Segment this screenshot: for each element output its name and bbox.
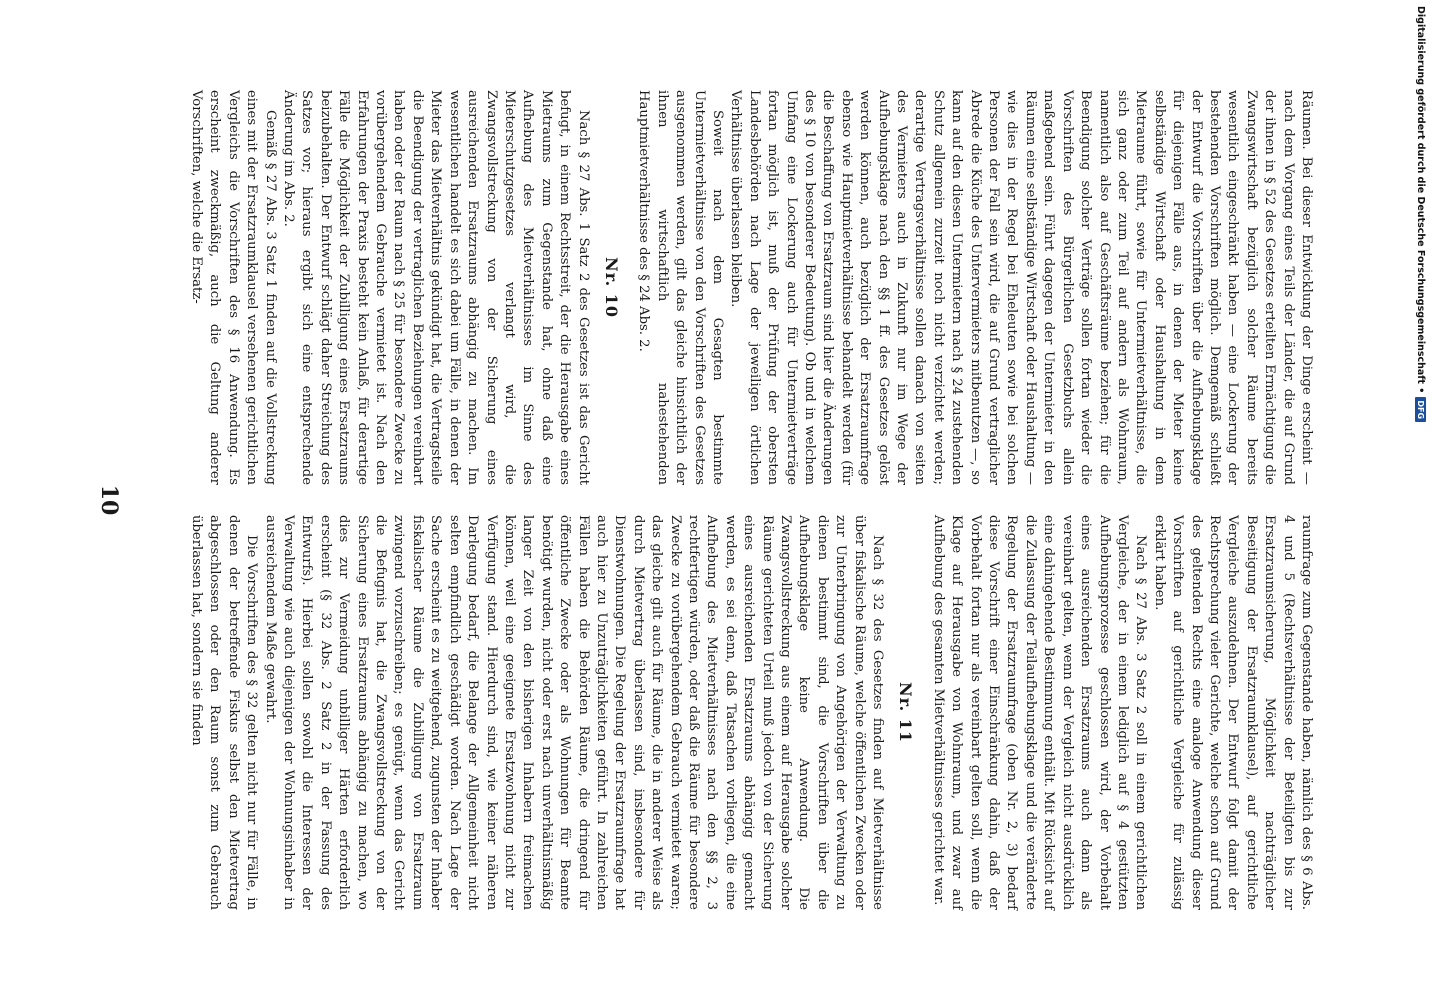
- left-text-column: [170, 90, 1315, 485]
- digitization-credit-strip: [1412, 6, 1430, 996]
- left-paragraph-1: Räumen. Bei dieser Entwicklung der Dinge erscheint — nach dem Vorgang eines Teils der Länder, die auf Grund der ihnen in § 52 des Gesetzes erteilten Ermächtigung die Zwangswirtschaft bezüglich solcher Räume bereits wesentlich eingeschränkt haben — eine Lockerung der bestehenden Vorschriften möglich. Demgemäß schließt der Entwurf die Vorschriften über die Aufhebungsklage für diejenigen Fälle aus, in denen der Mieter keine selbständige Wirtschaft oder Haushaltung in dem Mietraume führt, sowie für Untermietverhältnisse, die sich ganz oder zum Teil auf andern als Wohnraum, namentlich also auf Geschäftsräume beziehen; für die Beendigung solcher Verträge sollen fortan wieder die Vorschriften des Bürgerlichen Gesetzbuchs allein maßgebend sein. Führt dagegen der Untermieter in den Räumen eine selbständige Wirtschaft oder Haushaltung — wie dies in der Regel bei Eheleuten sowie bei solchen Personen der Fall sein wird, die auf Grund vertraglicher Abrede die Küche des Untervermieters mitbenutzen —, so kann auf den diesen Untermietern nach § 24 zustehenden Schutz allgemein zurzeit noch nicht verzichtet werden; derartige Vertragsverhältnisse sollen danach von seiten des Vermieters auch in Zukunft nur im Wege der Aufhebungsklage nach den §§ 1 ff. des Gesetzes gelöst werden können, auch bezüglich der Ersatzraumfrage ebenso wie Hauptmietverhältnisse behandelt werden (für die Beschaffung von Ersatzraum sind hier die Änderungen des § 10 von besonderer Bedeutung). Ob und in welchem Umfang eine Lockerung auch für Untermietverträge fortan möglich ist, muß der Prüfung der obersten Landesbehörden nach Lage der jeweiligen örtlichen Verhältnisse überlassen bleiben.: [728, 90, 1314, 485]
- left-paragraph-4: Gemäß § 27 Abs. 3 Satz 1 finden auf die Vollstreckung eines mit der Ersatzraumklausel versehenen gerichtlichen Vergleichs die Vorschriften des § 16 Anwendung. Es erscheint zweckmäßig, auch die Geltung anderer Vorschriften, welche die Ersatz-: [189, 90, 278, 485]
- right-paragraph-2: Nach § 27 Abs. 3 Satz 2 soll in einem gerichtlichen Vergleiche, der in einem lediglich auf § 4 gestützten Aufhebungsprozesse geschlossen wird, der Vorbehalt eines ausreichenden Ersatzraums auch dann als vereinbart gelten, wenn der Vergleich nicht ausdrücklich eine dahingehende Bestimmung enthält. Mit Rücksicht auf die Zulassung der Teilaufhebungsklage und die veränderte Regelung der Ersatzraumfrage (oben Nr. 2, 3) bedarf diese Vorschrift einer Einschränkung dahin, daß der Vorbehalt fortan nur als vereinbart gelten soll, wenn die Klage auf Herausgabe von Wohnraum, und zwar auf Aufhebung des gesamten Mietverhältnisses gerichtet war.: [930, 515, 1149, 910]
- page-number: 10: [96, 484, 122, 516]
- right-paragraph-3: Nach § 32 des Gesetzes finden auf Mietverhältnisse über fiskalische Räume, welche öffentlichen Zwecken oder zur Unterbringung von Angehörigen der Verwaltung zu dienen bestimmt sind, die Vorschriften über die Aufhebungsklage keine Anwendung. Die Zwangsvollstreckung aus einem auf Herausgabe solcher Räume gerichteten Urteil muß jedoch von der Sicherung eines ausreichenden Ersatzraums abhängig gemacht werden, es sei denn, daß Tatsachen vorliegen, die eine Aufhebung des Mietverhältnisses nach den §§ 2, 3 rechtfertigen würden, oder daß die Räume für besondere Zwecke zu vorübergehendem Gebrauch vermietet waren; das gleiche gilt auch für Räume, die in anderer Weise als durch Mietvertrag überlassen sind, insbesondere für Dienstwohnungen. Die Regelung der Ersatzraumfrage hat auch hier zu Unzuträglichkeiten geführt. In zahlreichen Fällen haben die Behörden Räume, die dringend für öffentliche Zwecke oder als Wohnungen für Beamte benötigt wurden, nicht oder erst nach unverhältnismäßig langer Zeit von den bisherigen Inhabern freimachen können, weil eine geeignete Ersatzwohnung nicht zur Verfügung stand. Hierdurch sind, wie keiner näheren Darlegung bedarf, die Belange der Allgemeinheit nicht selten empfindlich geschädigt worden. Nach Lage der Sache erscheint es zu weitgehend, zugunsten der Inhaber fiskalischer Räume die Zubilligung von Ersatzraum zwingend vorzuschreiben; es genügt, wenn das Gericht die Befugnis hat, die Zwangsvollstreckung von der Sicherung eines Ersatzraums abhängig zu machen, wo dies zur Vermeidung unbilliger Härten erforderlich erscheint (§ 32 Abs. 2 Satz 2 in der Fassung des Entwurfs). Hierbei sollen sowohl die Interessen der Verwaltung wie auch diejenigen der Wohnungsinhaber in ausreichendem Maße gewahrt.: [262, 515, 886, 910]
- right-paragraph-4: Die Vorschriften des § 32 gelten nicht nur für Fälle, in denen der betreffende Fiskus selbst den Mietvertrag abgeschlossen oder den Raum sonst zum Gebrauch überlassen hat, sondern sie finden: [189, 515, 260, 910]
- digitization-credit-text: Digitalisierung gefördert durch die Deutsche Forschungsgemeinschaft •: [1415, 6, 1427, 394]
- left-paragraph-3: Nach § 27 Abs. 1 Satz 2 des Gesetzes ist das Gericht befugt, in einem Rechtsstreit, der die Herausgabe eines Mietraums zum Gegenstande hat, ohne daß eine Aufhebung des Mietverhältnisses im Sinne des Mieterschutzgesetzes verlangt wird, die Zwangsvollstreckung von der Sicherung eines ausreichenden Ersatzraums abhängig zu machen. Im wesentlichen handelt es sich dabei um Fälle, in denen der Mieter das Mietverhältnis gekündigt hat, die Vertragsteile die Beendigung der vertraglichen Beziehungen vereinbart haben oder der Raum nach § 25 für besondere Zwecke zu vorübergehendem Gebrauche vermietet ist. Nach den Erfahrungen der Praxis besteht kein Anlaß, für derartige Fälle die Möglichkeit der Zubilligung eines Ersatzraums beizubehalten. Der Entwurf schlägt daher Streichung des Satzes vor; hieraus ergibt sich eine entsprechende Änderung im Abs. 2.: [281, 90, 591, 485]
- dfg-logo: DFG: [1416, 397, 1427, 422]
- right-paragraph-1: raumfrage zum Gegenstande haben, nämlich des § 6 Abs. 4 und 5 (Rechtsverhältnisse der Beteiligten bis zur Ersatzraumsicherung, Möglichkeit nachträglicher Beseitigung der Ersatzraumklausel), auf gerichtliche Vergleiche auszudehnen. Der Entwurf folgt damit der Rechtsprechung vieler Gerichte, welche schon auf Grund des geltenden Rechts eine analoge Anwendung dieser Vorschriften auf gerichtliche Vergleiche für zulässig erklärt haben.: [1151, 515, 1314, 910]
- section-heading-nr-10: Nr. 10: [601, 257, 621, 318]
- right-text-column: [170, 515, 1315, 910]
- section-heading-nr-11: Nr. 11: [896, 682, 916, 743]
- left-paragraph-2: Soweit nach dem Gesagten bestimmte Untermietverhältnisse von den Vorschriften des Gesetzes ausgenommen werden, gilt das gleiche hinsichtlich der ihnen wirtschaftlich nahestehenden Hauptmietverhältnisse des § 24 Abs. 2.: [636, 90, 725, 485]
